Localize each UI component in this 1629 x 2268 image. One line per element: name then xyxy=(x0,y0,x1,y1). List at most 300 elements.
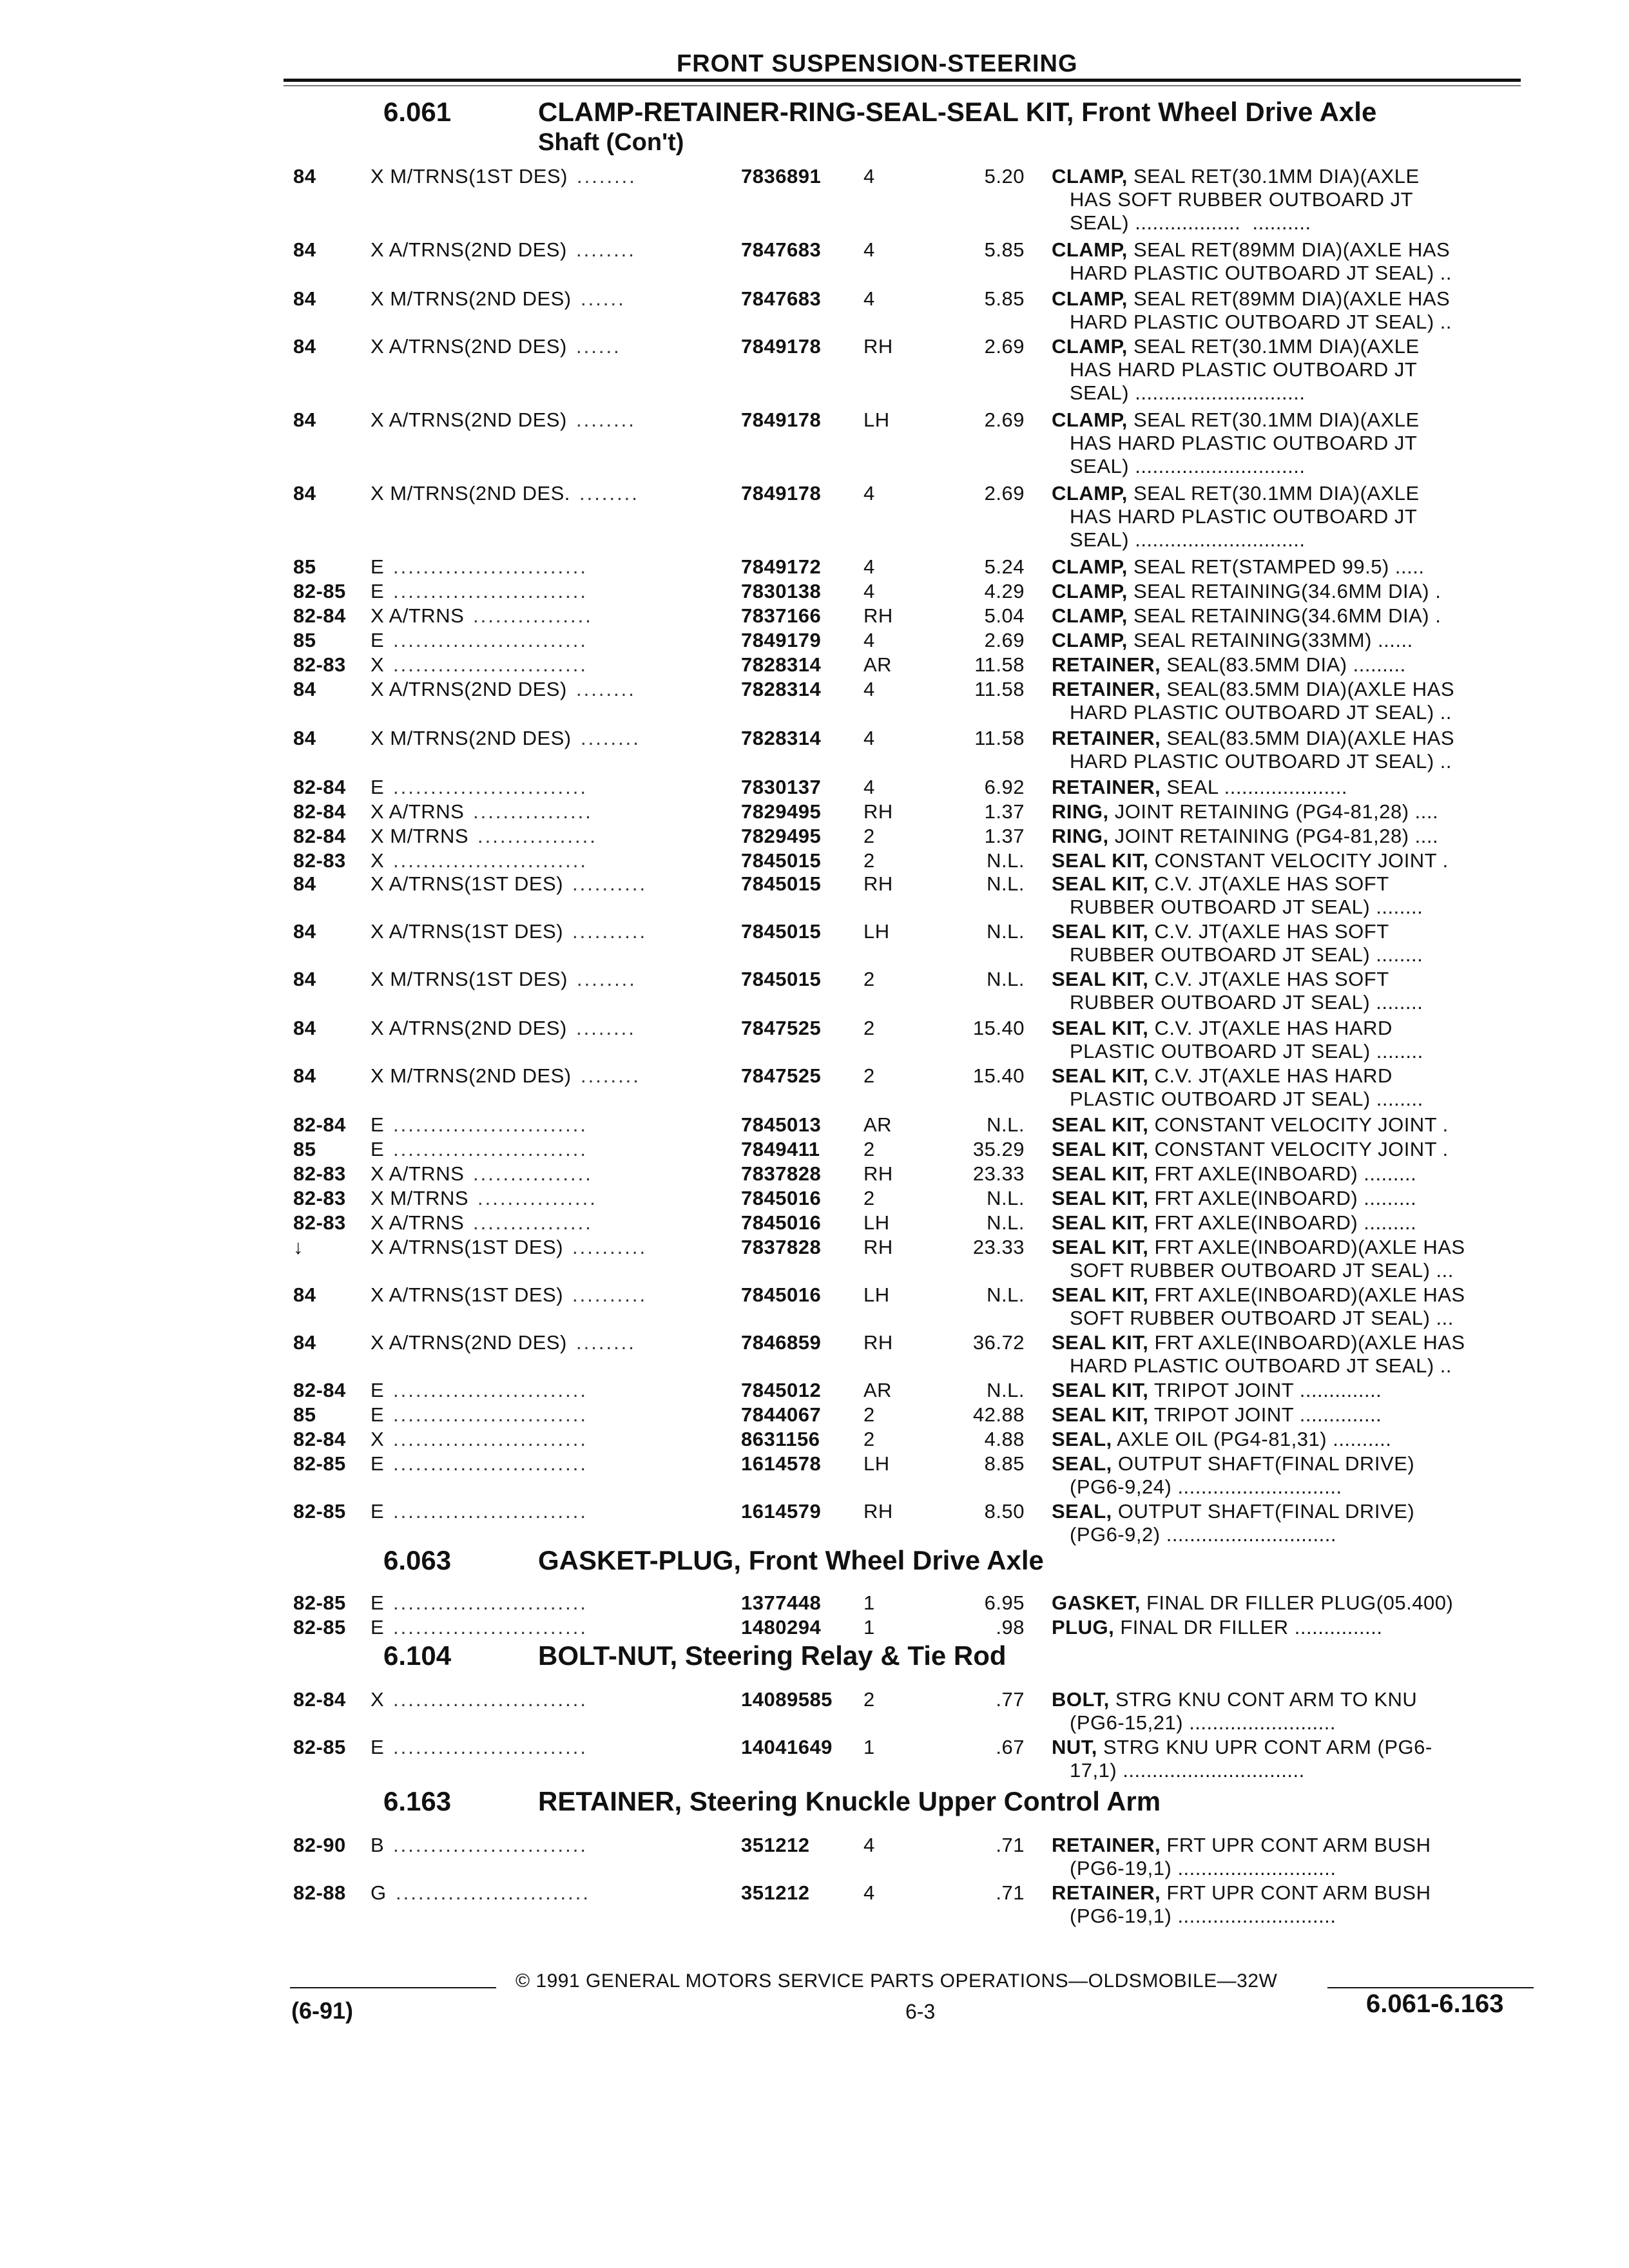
quantity: 2 xyxy=(863,1138,875,1160)
description-continuation: PLASTIC OUTBOARD JT SEAL) ........ xyxy=(1070,1040,1423,1062)
quantity: AR xyxy=(863,1113,892,1136)
description-text: SEAL RETAINING(34.6MM DIA) . xyxy=(1127,580,1441,602)
quantity: 4 xyxy=(863,555,875,578)
description xyxy=(1052,872,1389,896)
application: E xyxy=(371,776,385,798)
application: X A/TRNS(2ND DES) xyxy=(371,1017,567,1039)
model-year: 82-84 xyxy=(293,1379,346,1401)
description-keyword: GASKET, xyxy=(1052,1591,1141,1614)
price: 1.37 xyxy=(984,825,1025,847)
model-year: 84 xyxy=(293,727,316,749)
part-number: 7829495 xyxy=(741,825,822,847)
description-keyword: SEAL KIT, xyxy=(1052,849,1149,872)
description-keyword: CLAMP, xyxy=(1052,335,1128,358)
price: 2.69 xyxy=(984,629,1025,651)
description xyxy=(1052,1834,1431,1857)
application: X M/TRNS xyxy=(371,825,469,847)
description-text: FRT AXLE(INBOARD)(AXLE HAS xyxy=(1148,1236,1465,1258)
description-keyword: BOLT, xyxy=(1052,1688,1110,1711)
description xyxy=(1052,1688,1417,1711)
application: X xyxy=(371,849,385,872)
description xyxy=(1052,1211,1416,1235)
description-continuation: (PG6-19,1) ........................... xyxy=(1070,1857,1336,1879)
description-keyword: SEAL KIT, xyxy=(1052,1236,1149,1258)
description-text: FRT UPR CONT ARM BUSH xyxy=(1161,1834,1431,1856)
description xyxy=(1052,1187,1416,1210)
description-text: STRG KNU CONT ARM TO KNU xyxy=(1109,1688,1418,1711)
description-text: SEAL RET(30.1MM DIA)(AXLE xyxy=(1127,482,1420,505)
application: G xyxy=(371,1881,387,1904)
description-keyword: CLAMP, xyxy=(1052,165,1128,187)
dot-leader: ................ xyxy=(473,604,593,627)
application: X A/TRNS(1ST DES) xyxy=(371,920,564,943)
model-year: 84 xyxy=(293,165,316,187)
quantity: 4 xyxy=(863,287,875,310)
description xyxy=(1052,1379,1382,1402)
part-number: 7844067 xyxy=(741,1403,822,1426)
application: X A/TRNS(2ND DES) xyxy=(371,238,567,261)
description-continuation: SEAL) ............................. xyxy=(1070,455,1306,477)
description-text: SEAL RET(30.1MM DIA)(AXLE xyxy=(1127,335,1420,358)
dot-leader: .......... xyxy=(572,1236,648,1258)
dot-leader: .......... xyxy=(572,872,648,895)
description xyxy=(1052,1064,1393,1088)
description-keyword: SEAL KIT, xyxy=(1052,1138,1149,1160)
model-year: 84 xyxy=(293,335,316,358)
description-keyword: CLAMP, xyxy=(1052,482,1128,505)
part-number: 7836891 xyxy=(741,165,822,187)
model-year: 82-85 xyxy=(293,1736,346,1758)
dot-leader: .......................... xyxy=(393,1688,588,1711)
dot-leader: ........ xyxy=(577,968,637,990)
quantity: 4 xyxy=(863,580,875,602)
application: X xyxy=(371,1428,385,1450)
model-year: 84 xyxy=(293,920,316,943)
section-number: 6.104 xyxy=(383,1640,452,1671)
model-year: 82-84 xyxy=(293,1428,346,1450)
description-text: JOINT RETAINING (PG4-81,28) .... xyxy=(1108,825,1439,847)
model-year: 84 xyxy=(293,408,316,431)
price: 2.69 xyxy=(984,482,1025,505)
description xyxy=(1052,1616,1382,1639)
dot-leader: .......................... xyxy=(393,1403,588,1426)
description-continuation: (PG6-15,21) ......................... xyxy=(1070,1711,1336,1734)
description-continuation: HARD PLASTIC OUTBOARD JT SEAL) .. xyxy=(1070,311,1452,333)
price: 5.20 xyxy=(984,165,1025,187)
model-year: 82-85 xyxy=(293,1500,346,1523)
description-text: JOINT RETAINING (PG4-81,28) .... xyxy=(1108,800,1439,823)
application: X A/TRNS(2ND DES) xyxy=(371,678,567,700)
section-number: 6.163 xyxy=(383,1786,452,1816)
description-continuation: SEAL) ............................. xyxy=(1070,381,1306,404)
quantity: 4 xyxy=(863,727,875,749)
description-keyword: SEAL KIT, xyxy=(1052,1379,1149,1401)
description-keyword: SEAL KIT, xyxy=(1052,1017,1149,1039)
description xyxy=(1052,482,1420,505)
model-year: 82-85 xyxy=(293,1616,346,1639)
quantity: 4 xyxy=(863,1834,875,1856)
description-keyword: CLAMP, xyxy=(1052,629,1128,651)
section-title: RETAINER, Steering Knuckle Upper Control Arm xyxy=(538,1786,1161,1816)
description xyxy=(1052,1591,1453,1615)
description-text: OUTPUT SHAFT(FINAL DRIVE) xyxy=(1112,1500,1415,1523)
part-number: 7837828 xyxy=(741,1236,822,1258)
section-title: GASKET-PLUG, Front Wheel Drive Axle xyxy=(538,1545,1044,1575)
description-keyword: SEAL KIT, xyxy=(1052,1113,1149,1136)
description-text: C.V. JT(AXLE HAS SOFT xyxy=(1148,920,1389,943)
footer-copyright: © 1991 GENERAL MOTORS SERVICE PARTS OPERATIONS—OLDSMOBILE—32W xyxy=(516,1970,1278,1992)
quantity: RH xyxy=(863,604,893,627)
price: 6.92 xyxy=(984,776,1025,798)
price: .71 xyxy=(996,1881,1025,1904)
description xyxy=(1052,238,1450,262)
dot-leader: ................ xyxy=(477,825,597,847)
model-year: 84 xyxy=(293,1064,316,1087)
price: 35.29 xyxy=(972,1138,1025,1160)
price: .67 xyxy=(996,1736,1025,1758)
footer-date: (6-91) xyxy=(291,1997,354,2024)
footer-rule-right xyxy=(1327,1987,1534,1988)
dot-leader: .......................... xyxy=(393,776,588,798)
price: 5.85 xyxy=(984,287,1025,310)
page-header-title: FRONT SUSPENSION-STEERING xyxy=(677,50,1078,77)
section-number: 6.061 xyxy=(383,97,452,127)
description-continuation: RUBBER OUTBOARD JT SEAL) ........ xyxy=(1070,896,1423,918)
price: 23.33 xyxy=(972,1162,1025,1185)
application: X M/TRNS xyxy=(371,1187,469,1209)
model-year: 85 xyxy=(293,555,316,578)
dot-leader: ................ xyxy=(473,1211,593,1234)
quantity: 2 xyxy=(863,1187,875,1209)
description-keyword: SEAL KIT, xyxy=(1052,1187,1149,1209)
dot-leader: ........ xyxy=(579,482,639,505)
application: E xyxy=(371,580,385,602)
part-number: 7830137 xyxy=(741,776,822,798)
description-text: C.V. JT(AXLE HAS HARD xyxy=(1148,1064,1393,1087)
description-text: FRT AXLE(INBOARD)(AXLE HAS xyxy=(1148,1331,1465,1354)
model-year: 82-88 xyxy=(293,1881,346,1904)
description-continuation: PLASTIC OUTBOARD JT SEAL) ........ xyxy=(1070,1088,1423,1110)
application: B xyxy=(371,1834,385,1856)
model-year: 82-83 xyxy=(293,653,346,676)
price: N.L. xyxy=(987,1379,1025,1401)
quantity: 4 xyxy=(863,482,875,505)
price: N.L. xyxy=(987,968,1025,990)
model-year: 84 xyxy=(293,1283,316,1306)
part-number: 7828314 xyxy=(741,653,822,676)
description xyxy=(1052,776,1347,799)
description-continuation: HAS SOFT RUBBER OUTBOARD JT xyxy=(1070,188,1414,211)
description-text: AXLE OIL (PG4-81,31) .......... xyxy=(1112,1428,1392,1450)
part-number: 7847525 xyxy=(741,1017,822,1039)
price: N.L. xyxy=(987,1283,1025,1306)
description-continuation: SEAL) .................. .......... xyxy=(1070,211,1311,234)
description xyxy=(1052,1138,1449,1161)
model-year: 85 xyxy=(293,629,316,651)
quantity: RH xyxy=(863,1162,893,1185)
dot-leader: ...... xyxy=(581,287,626,310)
description-text: CONSTANT VELOCITY JOINT . xyxy=(1148,849,1449,872)
part-number: 7830138 xyxy=(741,580,822,602)
dot-leader: .......................... xyxy=(393,629,588,651)
description-keyword: CLAMP, xyxy=(1052,238,1128,261)
application: E xyxy=(371,1500,385,1523)
price: 11.58 xyxy=(974,653,1025,676)
description-text: SEAL RET(STAMPED 99.5) ..... xyxy=(1127,555,1425,578)
part-number: 7829495 xyxy=(741,800,822,823)
dot-leader: ................ xyxy=(473,800,593,823)
quantity: 1 xyxy=(863,1616,875,1639)
description-continuation: HAS HARD PLASTIC OUTBOARD JT xyxy=(1070,358,1418,381)
description-continuation: SOFT RUBBER OUTBOARD JT SEAL) ... xyxy=(1070,1307,1454,1329)
description xyxy=(1052,800,1438,823)
dot-leader: .......................... xyxy=(396,1881,590,1904)
description-text: SEAL(83.5MM DIA)(AXLE HAS xyxy=(1161,678,1455,700)
quantity: RH xyxy=(863,800,893,823)
price: 4.29 xyxy=(984,580,1025,602)
description-text: SEAL(83.5MM DIA)(AXLE HAS xyxy=(1161,727,1455,749)
description-continuation: RUBBER OUTBOARD JT SEAL) ........ xyxy=(1070,943,1423,966)
price: N.L. xyxy=(987,1187,1025,1209)
part-number: 7846859 xyxy=(741,1331,822,1354)
description-text: CONSTANT VELOCITY JOINT . xyxy=(1148,1138,1449,1160)
dot-leader: ................ xyxy=(473,1162,593,1185)
dot-leader: ................ xyxy=(477,1187,597,1209)
part-number: 14041649 xyxy=(741,1736,833,1758)
part-number: 7828314 xyxy=(741,727,822,749)
description-text: SEAL ..................... xyxy=(1161,776,1347,798)
description xyxy=(1052,1736,1432,1759)
description-keyword: RETAINER, xyxy=(1052,1881,1161,1904)
part-number: 8631156 xyxy=(741,1428,820,1450)
description-text: SEAL RETAINING(34.6MM DIA) . xyxy=(1127,604,1441,627)
part-number: 7845015 xyxy=(741,968,822,990)
description-keyword: SEAL KIT, xyxy=(1052,920,1149,943)
model-year: 82-85 xyxy=(293,580,346,602)
price: N.L. xyxy=(987,1113,1025,1136)
part-number: 351212 xyxy=(741,1834,810,1856)
part-number: 14089585 xyxy=(741,1688,833,1711)
description-text: FRT UPR CONT ARM BUSH xyxy=(1161,1881,1431,1904)
dot-leader: ........ xyxy=(577,165,637,187)
price: N.L. xyxy=(987,849,1025,872)
description xyxy=(1052,1113,1449,1137)
application: X A/TRNS(1ST DES) xyxy=(371,1236,564,1258)
quantity: LH xyxy=(863,1452,890,1475)
price: 15.40 xyxy=(972,1064,1025,1087)
description xyxy=(1052,1452,1414,1475)
description-continuation: HARD PLASTIC OUTBOARD JT SEAL) .. xyxy=(1070,262,1452,284)
application: X M/TRNS(2ND DES. xyxy=(371,482,570,505)
model-year: 84 xyxy=(293,287,316,310)
quantity: 4 xyxy=(863,678,875,700)
model-year: 82-84 xyxy=(293,776,346,798)
description-keyword: SEAL KIT, xyxy=(1052,1064,1149,1087)
description-continuation: 17,1) ............................... xyxy=(1070,1759,1305,1782)
description-text: FRT AXLE(INBOARD)(AXLE HAS xyxy=(1148,1283,1465,1306)
model-year: 82-84 xyxy=(293,825,346,847)
description-keyword: RETAINER, xyxy=(1052,727,1161,749)
part-number: 1480294 xyxy=(741,1616,822,1639)
dot-leader: ........ xyxy=(576,678,636,700)
description-keyword: RING, xyxy=(1052,800,1109,823)
price: 36.72 xyxy=(972,1331,1025,1354)
application: X M/TRNS(1ST DES) xyxy=(371,968,568,990)
part-number: 7845015 xyxy=(741,920,822,943)
dot-leader: .......................... xyxy=(393,1138,588,1160)
price: 5.24 xyxy=(984,555,1025,578)
dot-leader: .......................... xyxy=(393,1113,588,1136)
description-continuation: RUBBER OUTBOARD JT SEAL) ........ xyxy=(1070,991,1423,1014)
application: E xyxy=(371,1616,385,1639)
description-text: SEAL RET(89MM DIA)(AXLE HAS xyxy=(1127,238,1451,261)
part-number: 7845016 xyxy=(741,1211,822,1234)
description xyxy=(1052,165,1420,188)
description-keyword: RING, xyxy=(1052,825,1109,847)
description-text: C.V. JT(AXLE HAS SOFT xyxy=(1148,872,1389,895)
description xyxy=(1052,849,1449,872)
description-keyword: SEAL KIT, xyxy=(1052,1283,1149,1306)
price: 42.88 xyxy=(972,1403,1025,1426)
price: 2.69 xyxy=(984,335,1025,358)
description-text: SEAL RET(30.1MM DIA)(AXLE xyxy=(1127,408,1420,431)
quantity: RH xyxy=(863,1331,893,1354)
dot-leader: ........ xyxy=(576,238,636,261)
quantity: LH xyxy=(863,1211,890,1234)
description xyxy=(1052,287,1450,311)
part-number: 7845012 xyxy=(741,1379,822,1401)
description-continuation: (PG6-9,24) ............................ xyxy=(1070,1475,1342,1498)
dot-leader: .......................... xyxy=(393,580,588,602)
description-keyword: RETAINER, xyxy=(1052,653,1161,676)
price: 6.95 xyxy=(984,1591,1025,1614)
description xyxy=(1052,580,1441,603)
part-number: 7845016 xyxy=(741,1283,822,1306)
price: N.L. xyxy=(987,1211,1025,1234)
price: 2.69 xyxy=(984,408,1025,431)
description-continuation: (PG6-9,2) ............................. xyxy=(1070,1523,1336,1546)
application: X A/TRNS(2ND DES) xyxy=(371,1331,567,1354)
dot-leader: .......... xyxy=(572,920,648,943)
price: .71 xyxy=(996,1834,1025,1856)
model-year: 82-85 xyxy=(293,1452,346,1475)
description xyxy=(1052,678,1454,701)
quantity: 1 xyxy=(863,1591,875,1614)
description xyxy=(1052,1331,1465,1354)
dot-leader: ........ xyxy=(576,1017,636,1039)
quantity: LH xyxy=(863,920,890,943)
part-number: 7849178 xyxy=(741,335,822,358)
description-text: TRIPOT JOINT .............. xyxy=(1148,1379,1382,1401)
quantity: AR xyxy=(863,1379,892,1401)
part-number: 7845015 xyxy=(741,849,822,872)
description xyxy=(1052,1881,1431,1905)
quantity: 4 xyxy=(863,629,875,651)
quantity: 4 xyxy=(863,1881,875,1904)
description-keyword: RETAINER, xyxy=(1052,1834,1161,1856)
model-year: 84 xyxy=(293,1331,316,1354)
description xyxy=(1052,1283,1465,1307)
application: X A/TRNS(1ST DES) xyxy=(371,1283,564,1306)
quantity: RH xyxy=(863,1500,893,1523)
application: X M/TRNS(2ND DES) xyxy=(371,727,572,749)
description-continuation: HARD PLASTIC OUTBOARD JT SEAL) .. xyxy=(1070,750,1452,773)
description xyxy=(1052,1428,1391,1451)
price: N.L. xyxy=(987,872,1025,895)
description xyxy=(1052,629,1413,652)
description-keyword: SEAL KIT, xyxy=(1052,968,1149,990)
description-keyword: RETAINER, xyxy=(1052,776,1161,798)
model-year: 82-84 xyxy=(293,1113,346,1136)
part-number: 7849179 xyxy=(741,629,822,651)
description-text: FINAL DR FILLER PLUG(05.400) xyxy=(1140,1591,1454,1614)
model-year: 84 xyxy=(293,238,316,261)
dot-leader: .......... xyxy=(572,1283,648,1306)
application: E xyxy=(371,1591,385,1614)
quantity: 2 xyxy=(863,849,875,872)
quantity: AR xyxy=(863,653,892,676)
application: X M/TRNS(1ST DES) xyxy=(371,165,568,187)
price: 5.85 xyxy=(984,238,1025,261)
quantity: RH xyxy=(863,872,893,895)
part-number: 7845016 xyxy=(741,1187,822,1209)
description-keyword: SEAL KIT, xyxy=(1052,1162,1149,1185)
description-text: TRIPOT JOINT .............. xyxy=(1148,1403,1382,1426)
price: 11.58 xyxy=(974,678,1025,700)
quantity: 2 xyxy=(863,825,875,847)
model-year: 82-83 xyxy=(293,1211,346,1234)
quantity: 2 xyxy=(863,1403,875,1426)
description-text: FINAL DR FILLER ............... xyxy=(1114,1616,1383,1639)
quantity: LH xyxy=(863,1283,890,1306)
model-year: 82-84 xyxy=(293,1688,346,1711)
description-keyword: SEAL, xyxy=(1052,1500,1112,1523)
description xyxy=(1052,1236,1465,1259)
application: X xyxy=(371,1688,385,1711)
description-continuation: HAS HARD PLASTIC OUTBOARD JT xyxy=(1070,505,1418,528)
description xyxy=(1052,408,1420,432)
dot-leader: .......................... xyxy=(393,1452,588,1475)
price: .77 xyxy=(996,1688,1025,1711)
description-keyword: SEAL KIT, xyxy=(1052,1403,1149,1426)
dot-leader: ........ xyxy=(581,727,641,749)
description xyxy=(1052,555,1425,579)
quantity: 2 xyxy=(863,1017,875,1039)
dot-leader: ........ xyxy=(576,408,636,431)
price: 11.58 xyxy=(974,727,1025,749)
description-keyword: RETAINER, xyxy=(1052,678,1161,700)
description-keyword: CLAMP, xyxy=(1052,408,1128,431)
description-continuation: SEAL) ............................. xyxy=(1070,528,1306,551)
description-text: FRT AXLE(INBOARD) ......... xyxy=(1148,1162,1417,1185)
description-continuation: (PG6-19,1) ........................... xyxy=(1070,1905,1336,1927)
description-text: C.V. JT(AXLE HAS HARD xyxy=(1148,1017,1393,1039)
application: E xyxy=(371,1452,385,1475)
description-text: FRT AXLE(INBOARD) ......... xyxy=(1148,1187,1417,1209)
quantity: LH xyxy=(863,408,890,431)
description-continuation: HARD PLASTIC OUTBOARD JT SEAL) .. xyxy=(1070,1354,1452,1377)
application: X A/TRNS(1ST DES) xyxy=(371,872,564,895)
description-keyword: CLAMP, xyxy=(1052,555,1128,578)
price: 23.33 xyxy=(972,1236,1025,1258)
model-year: ↓ xyxy=(293,1236,304,1258)
description xyxy=(1052,1403,1382,1427)
application: E xyxy=(371,1138,385,1160)
price: 8.85 xyxy=(984,1452,1025,1475)
price: 8.50 xyxy=(984,1500,1025,1523)
description-keyword: PLUG, xyxy=(1052,1616,1115,1639)
model-year: 85 xyxy=(293,1403,316,1426)
